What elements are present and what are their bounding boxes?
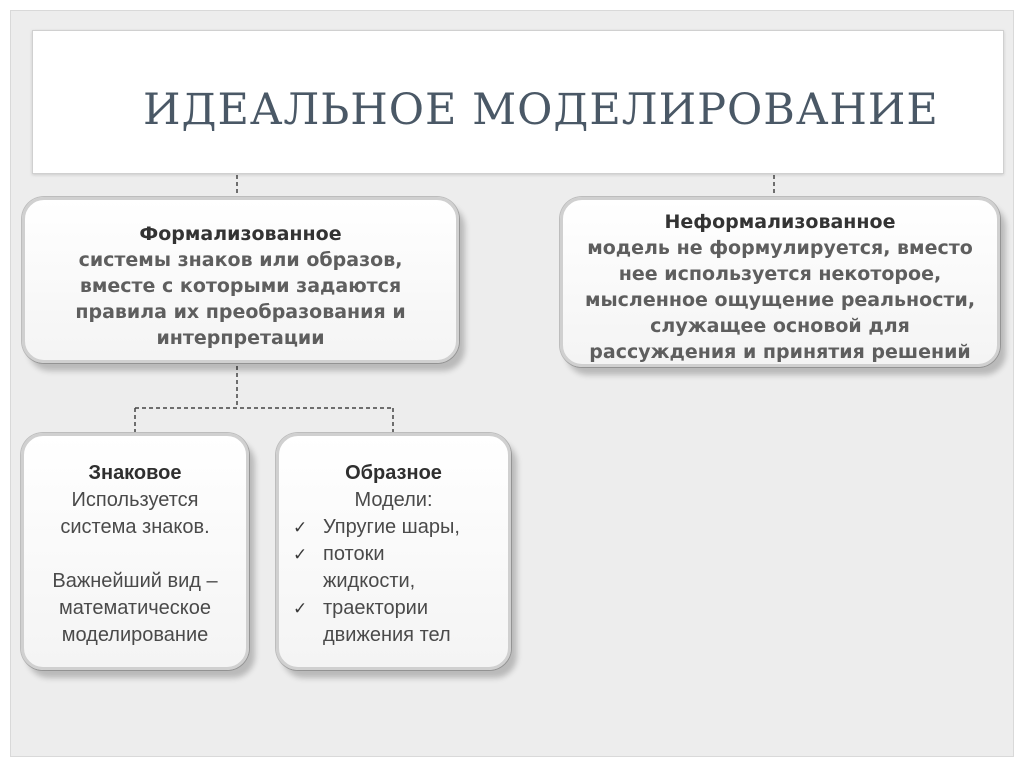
sign-line: система знаков.	[60, 516, 210, 538]
checkmark-icon: ✓	[293, 599, 308, 618]
informal-line: рассуждения и принятия решений	[589, 341, 971, 363]
page-title: ИДЕАЛЬНОЕ МОДЕЛИРОВАНИЕ	[143, 85, 939, 135]
sign-extra-line: математическое	[58, 597, 212, 619]
formalized-line: вместе с которыми задаются	[79, 275, 402, 297]
list-item-line: Упругие шары,	[323, 516, 460, 538]
slide-background	[10, 10, 1014, 757]
spacer	[24, 541, 246, 568]
informal-box	[560, 197, 1000, 367]
title-box	[32, 30, 1004, 174]
informal-line: служащее основой для	[650, 315, 910, 337]
informal-heading: Неформализованное	[664, 211, 896, 233]
formalized-box	[22, 197, 459, 363]
checkmark-icon: ✓	[293, 518, 308, 537]
list-item-line: траектории	[323, 597, 429, 619]
sign-extra-line: Важнейший вид –	[52, 570, 218, 592]
list-item	[293, 514, 508, 541]
figurative-heading: Образное	[345, 462, 442, 484]
list-item-line: жидкости,	[323, 570, 416, 592]
sign-extra-line: моделирование	[61, 624, 209, 646]
sign-box	[21, 433, 249, 670]
formalized-heading: Формализованное	[139, 223, 342, 245]
checkmark-icon: ✓	[293, 545, 308, 564]
list-item	[293, 541, 508, 595]
sign-heading: Знаковое	[88, 462, 182, 484]
list-item-line: потоки	[323, 543, 385, 565]
formalized-line: правила их преобразования и	[75, 301, 406, 323]
list-item	[293, 595, 508, 649]
figurative-list	[279, 514, 508, 649]
figurative-intro: Модели:	[354, 489, 433, 511]
informal-line: мысленное ощущение реальности,	[584, 289, 976, 311]
figurative-box	[276, 433, 511, 670]
formalized-line: системы знаков или образов,	[78, 249, 403, 271]
list-item-line: движения тел	[323, 624, 451, 646]
informal-line: модель не формулируется, вместо	[587, 237, 973, 259]
formalized-line: интерпретации	[156, 327, 325, 349]
informal-line: нее используется некоторое,	[618, 263, 942, 285]
sign-line: Используется	[71, 489, 199, 511]
